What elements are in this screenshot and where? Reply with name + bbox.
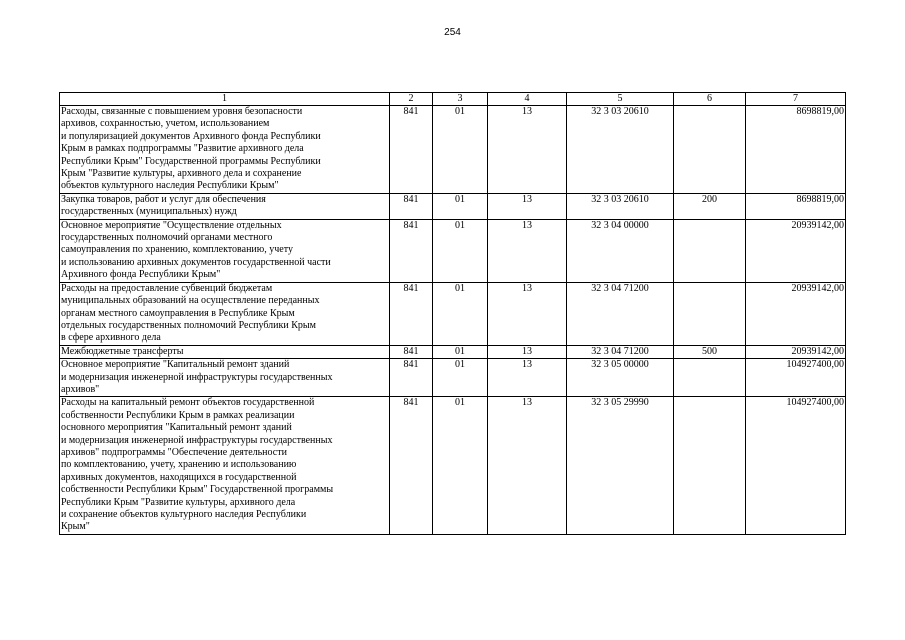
row-target-code: 32 3 03 20610 [567, 193, 674, 219]
row-amount: 8698819,00 [746, 193, 846, 219]
table-header-row [60, 93, 846, 106]
column-header-1: 1 [60, 93, 390, 106]
row-ministry-code: 841 [390, 345, 433, 358]
row-expense-type [674, 219, 746, 282]
row-target-code: 32 3 03 20610 [567, 106, 674, 194]
row-name: Расходы, связанные с повышением уровня безопасности архивов, сохранностью, учетом, использованием и популяризацией документов Архивного фонда Республики Крым в рамках подпрограммы "Развитие архивного дела Республики Крым" Государственной программы Республики Крым "Развитие культуры, архивного дела и сохранение объектов культурного наследия Республики Крым" [60, 106, 390, 194]
row-target-code: 32 3 04 00000 [567, 219, 674, 282]
row-section-code: 01 [433, 397, 488, 534]
row-subsection-code: 13 [488, 397, 567, 534]
row-section-code: 01 [433, 106, 488, 194]
table-row [60, 282, 846, 345]
row-ministry-code: 841 [390, 397, 433, 534]
table-row [60, 219, 846, 282]
row-ministry-code: 841 [390, 193, 433, 219]
row-section-code: 01 [433, 193, 488, 219]
row-ministry-code: 841 [390, 106, 433, 194]
table-row [60, 397, 846, 534]
row-name: Расходы на предоставление субвенций бюджетам муниципальных образований на осуществление переданных органам местного самоуправления в Республике Крым отдельных государственных полномочий Республики Крым в сфере архивного дела [60, 282, 390, 345]
row-name: Основное мероприятие "Осуществление отдельных государственных полномочий органами местного самоуправления по хранению, комплектованию, учету и использованию архивных документов государственной части Архивного фонда Республики Крым" [60, 219, 390, 282]
row-ministry-code: 841 [390, 359, 433, 397]
row-section-code: 01 [433, 345, 488, 358]
row-target-code: 32 3 05 00000 [567, 359, 674, 397]
row-amount: 8698819,00 [746, 106, 846, 194]
row-subsection-code: 13 [488, 282, 567, 345]
row-amount: 20939142,00 [746, 219, 846, 282]
row-subsection-code: 13 [488, 193, 567, 219]
row-section-code: 01 [433, 282, 488, 345]
budget-table [59, 92, 846, 535]
column-header-7: 7 [746, 93, 846, 106]
row-amount: 104927400,00 [746, 359, 846, 397]
page-number: 254 [444, 27, 461, 38]
row-name: Основное мероприятие "Капитальный ремонт зданий и модернизация инженерной инфраструктуры государственных архивов" [60, 359, 390, 397]
row-subsection-code: 13 [488, 219, 567, 282]
row-expense-type [674, 282, 746, 345]
row-subsection-code: 13 [488, 106, 567, 194]
column-header-2: 2 [390, 93, 433, 106]
table-row [60, 345, 846, 358]
row-expense-type: 200 [674, 193, 746, 219]
column-header-3: 3 [433, 93, 488, 106]
row-target-code: 32 3 04 71200 [567, 282, 674, 345]
row-amount: 104927400,00 [746, 397, 846, 534]
row-expense-type [674, 106, 746, 194]
row-section-code: 01 [433, 219, 488, 282]
column-header-6: 6 [674, 93, 746, 106]
row-name: Расходы на капитальный ремонт объектов государственной собственности Республики Крым в рамках реализации основного мероприятия "Капитальный ремонт зданий и модернизация инженерной инфраструктуры государственных архивов" подпрограммы "Обеспечение деятельности по комплектованию, учету, хранению и использованию архивных документов, находящихся в государственной собственности Республики Крым" Государственной программы Республики Крым "Развитие культуры, архивного дела и сохранение объектов культурного наследия Республики Крым" [60, 397, 390, 534]
row-subsection-code: 13 [488, 359, 567, 397]
row-amount: 20939142,00 [746, 345, 846, 358]
row-subsection-code: 13 [488, 345, 567, 358]
row-name: Закупка товаров, работ и услуг для обеспечения государственных (муниципальных) нужд [60, 193, 390, 219]
row-section-code: 01 [433, 359, 488, 397]
column-header-4: 4 [488, 93, 567, 106]
row-ministry-code: 841 [390, 219, 433, 282]
row-target-code: 32 3 05 29990 [567, 397, 674, 534]
row-amount: 20939142,00 [746, 282, 846, 345]
column-header-5: 5 [567, 93, 674, 106]
row-ministry-code: 841 [390, 282, 433, 345]
table-row [60, 106, 846, 194]
row-target-code: 32 3 04 71200 [567, 345, 674, 358]
row-expense-type [674, 359, 746, 397]
row-name: Межбюджетные трансферты [60, 345, 390, 358]
row-expense-type: 500 [674, 345, 746, 358]
row-expense-type [674, 397, 746, 534]
table-row [60, 193, 846, 219]
table-row [60, 359, 846, 397]
